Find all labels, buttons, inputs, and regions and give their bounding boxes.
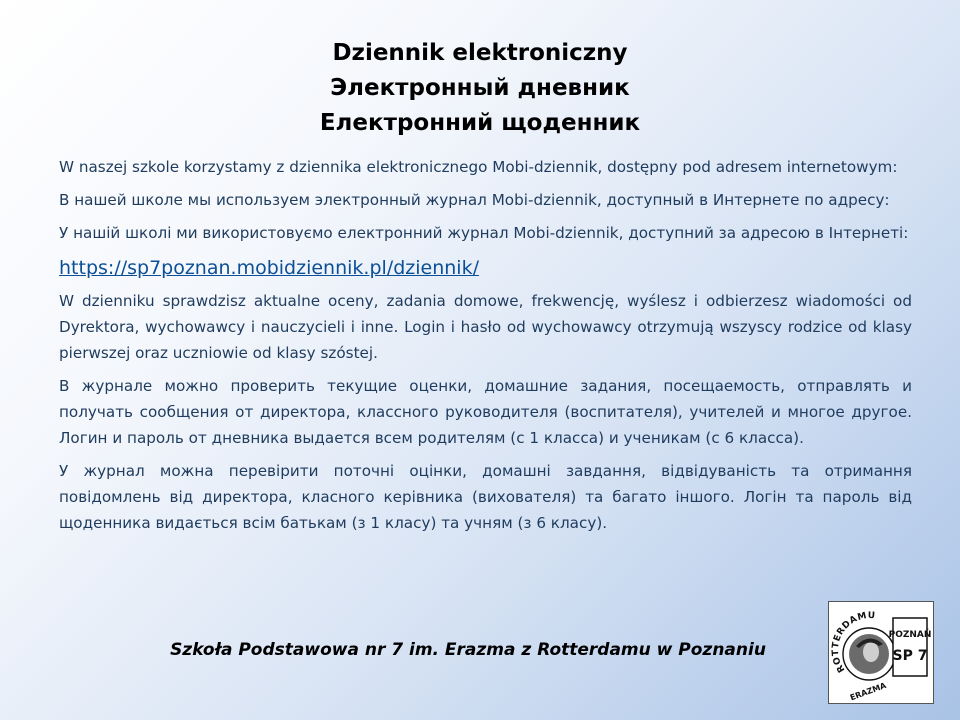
title-russian: Электронный дневник — [330, 75, 630, 101]
details-russian: В журнале можно проверить текущие оценки, домашние задания, посещаемость, отправлять и получать сообщения от директора, классного руководителя (воспитателя), учителей и многое другое. Логин и пароль от дневника выдается всем родителям (с 1 класса) и ученикам (с 6 класса). — [59, 377, 912, 447]
mobidziennik-link[interactable]: https://sp7poznan.mobidziennik.pl/dziennik/ — [59, 257, 479, 279]
details-polish: W dzienniku sprawdzisz aktualne oceny, zadania domowe, frekwencję, wyślesz i odbierzesz wiadomości od Dyrektora, wychowawcy i nauczycieli i inne. Login i hasło od wychowawcy otrzymują wszyscy rodzice od klasy pierwszej oraz uczniowie od klasy szóstej. — [59, 292, 912, 362]
logo-badge — [893, 618, 927, 676]
school-logo — [828, 601, 934, 704]
content-body — [59, 154, 912, 543]
intro-polish: W naszej szkole korzystamy z dziennika elektronicznego Mobi-dziennik, dostępny pod adresem internetowym: — [59, 158, 898, 176]
logo-school-code: SP 7 — [892, 648, 928, 664]
intro-russian: В нашей школе мы используем электронный журнал Mobi-dziennik, доступный в Интернете по адресу: — [59, 191, 890, 209]
page-titles — [0, 36, 960, 141]
logo-portrait-face — [863, 642, 879, 662]
school-name-footer: Szkoła Podstawowa nr 7 im. Erazma z Rotterdamu w Poznaniu — [170, 640, 766, 660]
logo-bottom-text: ERAZMA — [848, 680, 888, 703]
title-polish: Dziennik elektroniczny — [332, 40, 628, 66]
intro-ukrainian: У нашій школі ми використовуємо електронний журнал Mobi-dziennik, доступний за адресою в Інтернеті: — [59, 224, 909, 242]
title-ukrainian: Електронний щоденник — [319, 110, 641, 136]
logo-arc-text: ROTTERDAMU — [830, 610, 876, 674]
details-ukrainian: У журнал можна перевірити поточні оцінки, домашні завдання, відвідуваність та отримання повідомлень від директора, класного керівника (вихователя) та багато іншого. Логін та пароль від щоденника видається всім батькам (з 1 класу) та учням (з 6 класу). — [59, 462, 912, 532]
logo-city: POZNAŃ — [888, 630, 932, 640]
